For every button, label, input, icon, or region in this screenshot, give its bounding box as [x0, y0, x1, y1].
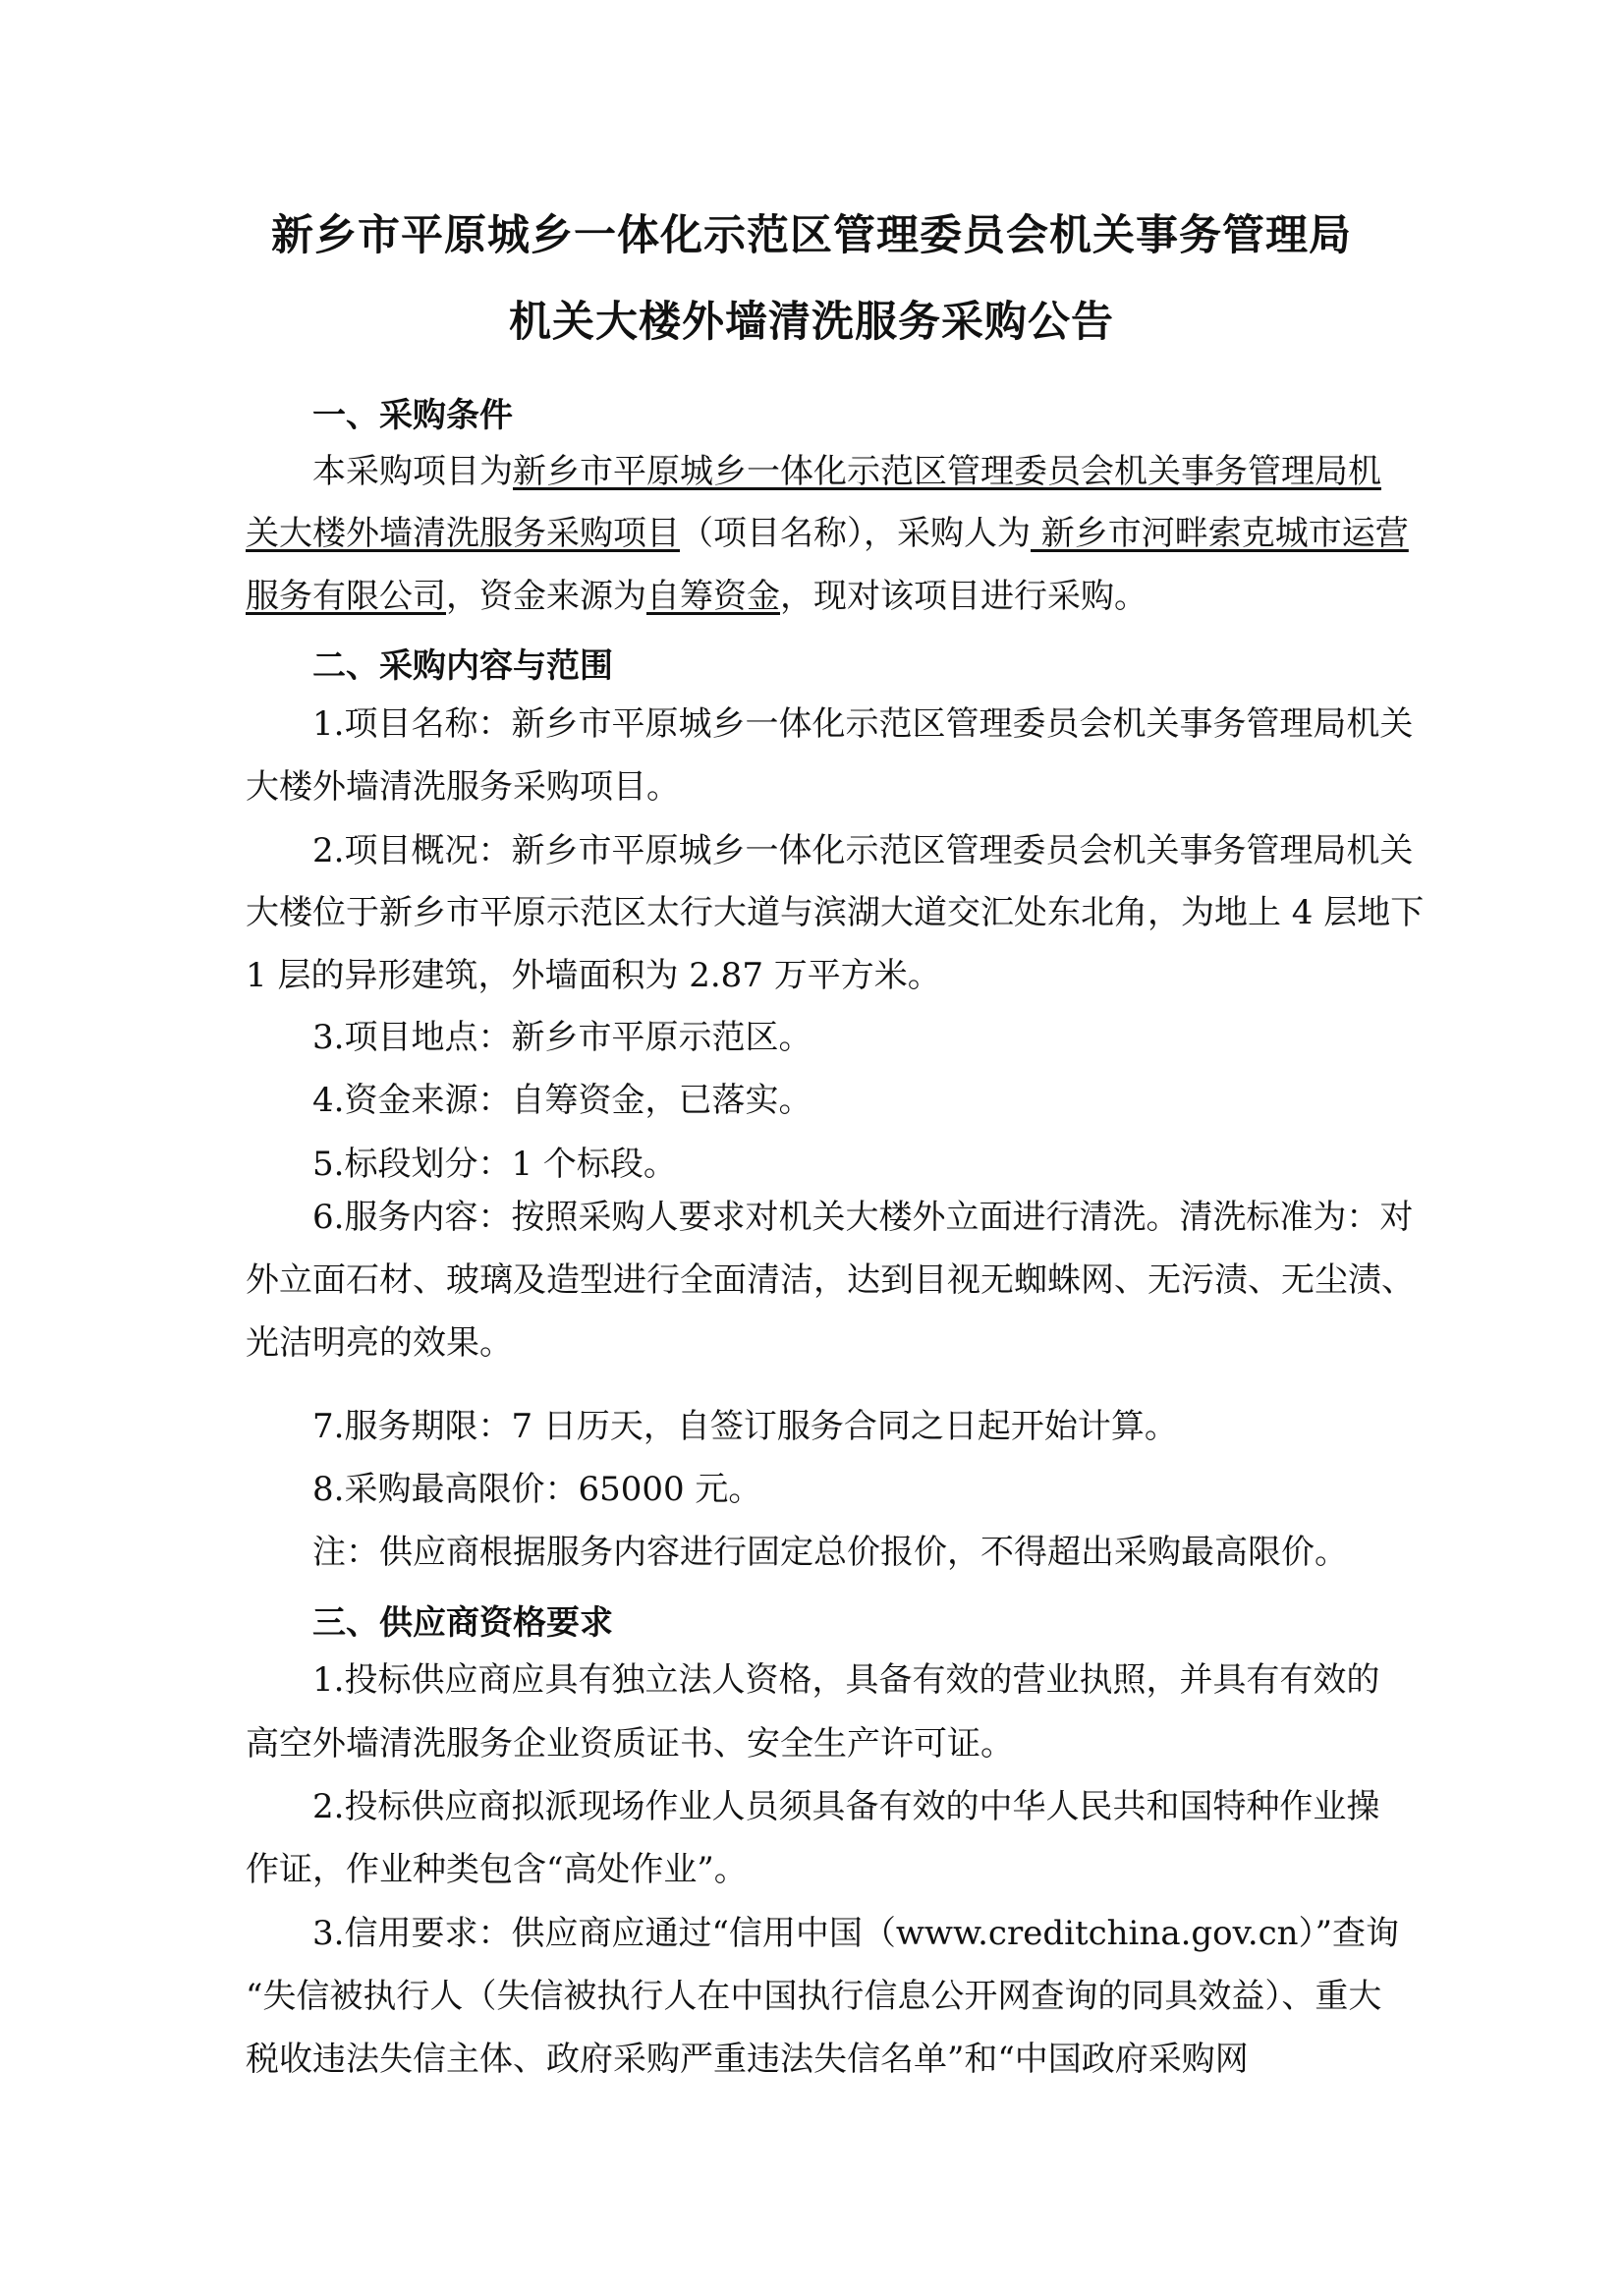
title-line-1: 新乡市平原城乡一体化示范区管理委员会机关事务管理局: [271, 211, 1352, 260]
list-item-line: 5.标段划分：1 个标段。: [312, 1145, 677, 1184]
list-item-line: 1.项目名称：新乡市平原城乡一体化示范区管理委员会机关事务管理局机关: [312, 704, 1414, 744]
list-item-line: 3.信用要求：供应商应通过“信用中国（www.creditchina.gov.cn）”查询: [312, 1914, 1399, 1953]
paragraph-text: ，资金来源为: [446, 577, 646, 616]
section-heading-1: 一、采购条件: [312, 396, 513, 435]
list-item-line: 6.服务内容：按照采购人要求对机关大楼外立面进行清洗。清洗标准为：对: [312, 1198, 1414, 1237]
list-item-line: 1 层的异形建筑，外墙面积为 2.87 万平方米。: [246, 956, 941, 995]
list-item-line: 7.服务期限：7 日历天，自签订服务合同之日起开始计算。: [312, 1407, 1178, 1446]
list-item-line: 1.投标供应商应具有独立法人资格，具备有效的营业执照，并具有有效的: [312, 1660, 1380, 1700]
list-item-line: 光洁明亮的效果。: [246, 1323, 513, 1363]
paragraph-text: （项目名称），采购人为: [680, 514, 1031, 553]
list-item-line: 3.项目地点：新乡市平原示范区。: [312, 1018, 812, 1057]
section-heading-2: 二、采购内容与范围: [312, 646, 613, 686]
list-item-line: 8.采购最高限价：65000 元。: [312, 1470, 762, 1509]
project-name-underlined: 新乡市平原城乡一体化示范区管理委员会机关事务管理局机: [513, 452, 1381, 491]
purchaser-name-underlined: 服务有限公司: [246, 577, 446, 616]
list-item-line: 2.项目概况：新乡市平原城乡一体化示范区管理委员会机关事务管理局机关: [312, 831, 1414, 870]
note-line: 注：供应商根据服务内容进行固定总价报价，不得超出采购最高限价。: [312, 1533, 1348, 1572]
list-item-line: 2.投标供应商拟派现场作业人员须具备有效的中华人民共和国特种作业操: [312, 1787, 1380, 1826]
list-item-line: 高空外墙清洗服务企业资质证书、安全生产许可证。: [246, 1724, 1014, 1764]
list-item-line: 税收违法失信主体、政府采购严重违法失信名单”和“中国政府采购网: [246, 2040, 1249, 2079]
list-item-line: 外立面石材、玻璃及造型进行全面清洁，达到目视无蜘蛛网、无污渍、无尘渍、: [246, 1260, 1415, 1300]
fund-source-underlined: 自筹资金: [646, 577, 780, 616]
title-line-2: 机关大楼外墙清洗服务采购公告: [509, 298, 1114, 347]
list-item-line: 大楼位于新乡市平原示范区太行大道与滨湖大道交汇处东北角，为地上 4 层地下: [246, 893, 1425, 932]
paragraph-text: 本采购项目为: [312, 452, 513, 491]
paragraph-line: [246, 577, 1147, 616]
project-name-underlined: 关大楼外墙清洗服务采购项目: [246, 514, 680, 553]
list-item-line: 4.资金来源：自筹资金，已落实。: [312, 1081, 812, 1120]
paragraph-text: ，现对该项目进行采购。: [780, 577, 1147, 616]
purchaser-name-underlined: 新乡市河畔索克城市运营: [1031, 514, 1409, 553]
paragraph-line: [312, 452, 1381, 491]
section-heading-3: 三、供应商资格要求: [312, 1603, 613, 1643]
list-item-line: “失信被执行人（失信被执行人在中国执行信息公开网查询的同具效益）、重大: [246, 1977, 1382, 2016]
list-item-line: 大楼外墙清洗服务采购项目。: [246, 767, 680, 807]
paragraph-line: [246, 514, 1409, 553]
list-item-line: 作证，作业种类包含“高处作业”。: [246, 1850, 748, 1889]
